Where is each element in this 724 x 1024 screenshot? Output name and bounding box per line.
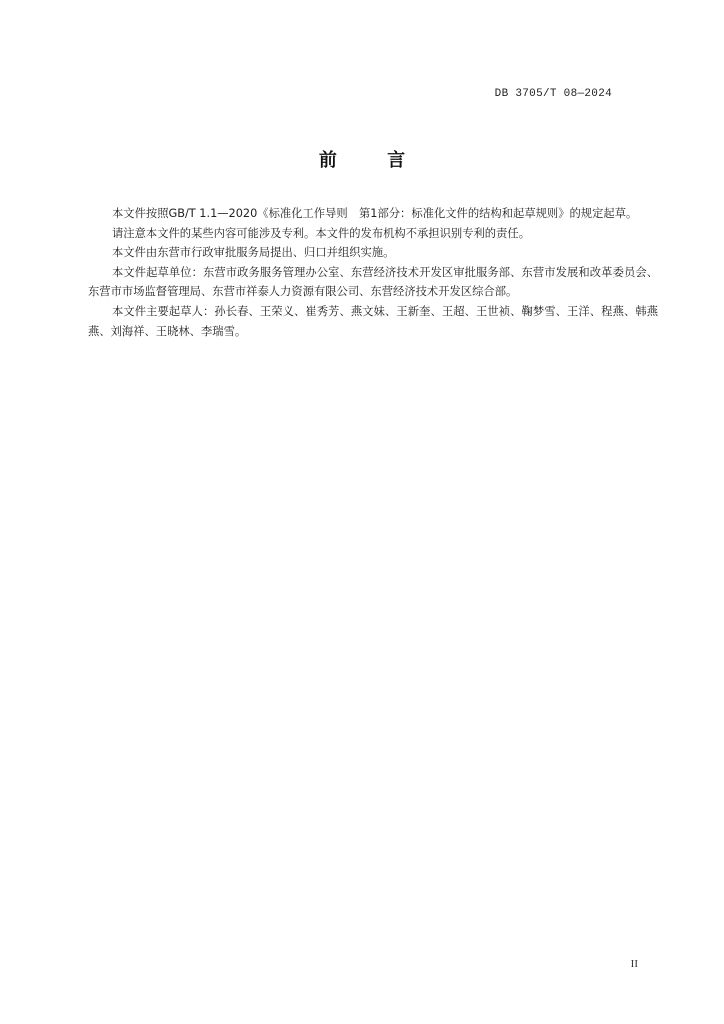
- paragraph-patent-notice: 请注意本文件的某些内容可能涉及专利。本文件的发布机构不承担识别专利的责任。: [112, 226, 530, 240]
- paragraph-drafting-units: 本文件起草单位：东营市政务服务管理办公室、东营经济技术开发区审批服务部、东营市发展和改革委员会、东营市市场监督管理局、东营市祥泰人力资源有限公司、东营经济技术开发区综合部。: [88, 265, 658, 299]
- page-number: II: [630, 958, 638, 970]
- foreword-body: [88, 204, 658, 341]
- page-title: 前 言: [318, 150, 428, 171]
- document-code: DB 3705/T 08—2024: [494, 88, 612, 100]
- paragraph-proposer: 本文件由东营市行政审批服务局提出、归口并组织实施。: [112, 246, 395, 260]
- paragraph-drafting-rules: 本文件按照GB/T 1.1—2020《标准化工作导则 第1部分：标准化文件的结构和起草规则》的规定起草。: [112, 207, 638, 220]
- paragraph-drafters: 本文件主要起草人：孙长春、王荣义、崔秀芳、燕文妹、王新奎、王超、王世祯、鞠梦雪、王洋、程燕、韩燕燕、刘海祥、王晓林、李瑞雪。: [88, 304, 658, 338]
